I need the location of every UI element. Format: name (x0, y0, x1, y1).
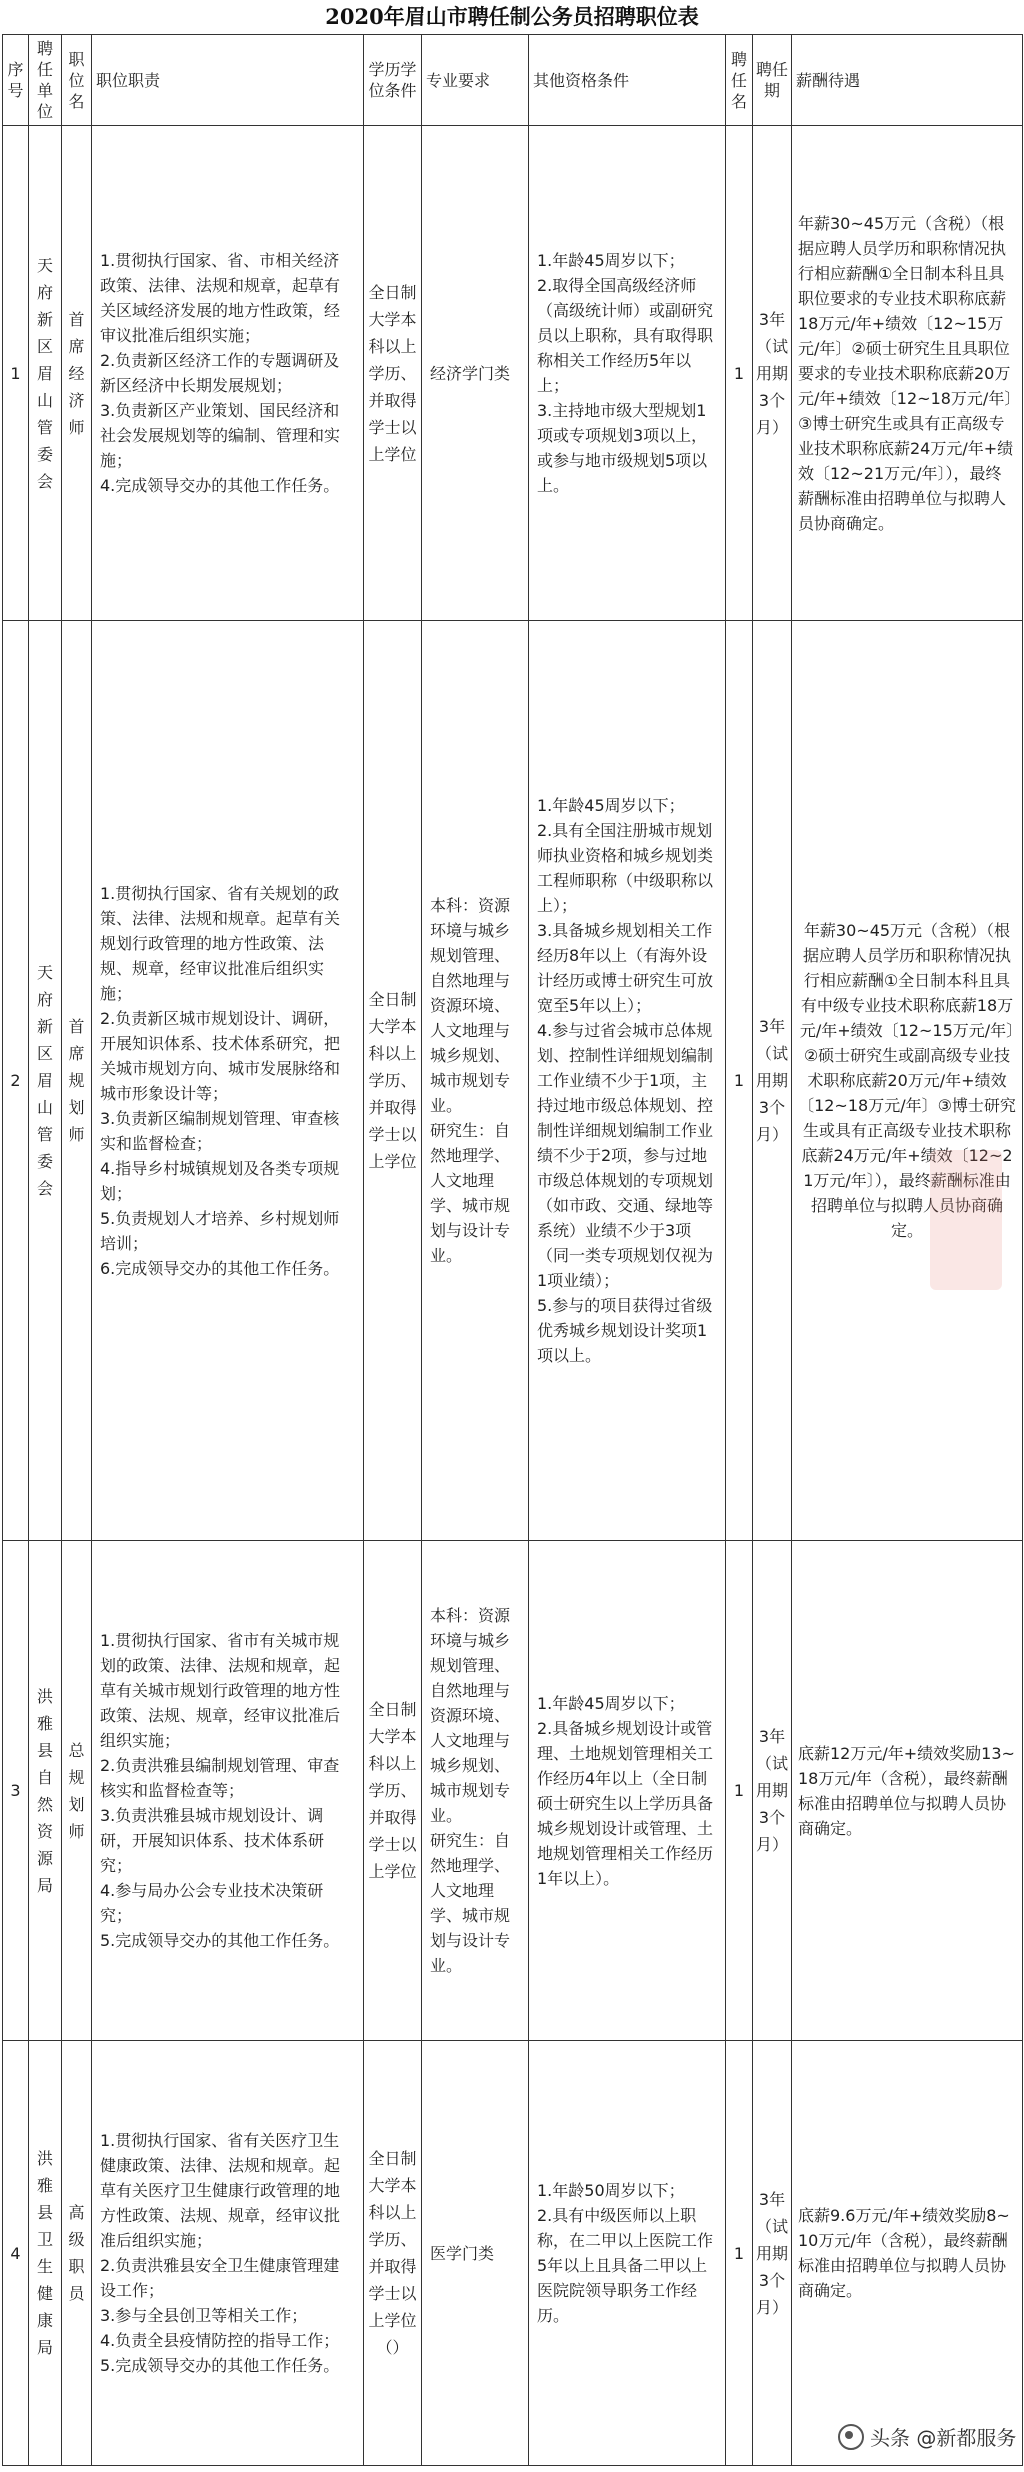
count-cell: 1 (726, 621, 753, 1541)
header-position: 职位名 (62, 35, 92, 126)
seq-cell: 2 (3, 621, 29, 1541)
term-cell: 3年（试用期3个月） (753, 2041, 792, 2466)
watermark (838, 2422, 1016, 2451)
header-employer: 聘任单位 (29, 35, 62, 126)
education-cell: 全日制大学本科以上学历、并取得学士以上学位 (364, 126, 422, 621)
duties-cell: 1.贯彻执行国家、省有关医疗卫生健康政策、法律、法规和规章。起草有关医疗卫生健康行政管理的地方性政策、法规、规章，经审议批准后组织实施； 2.负责洪雅县安全卫生健康管理建设工作； 3.参与全县创卫等相关工作； 4.负责全县疫情防控的指导工作； 5.完成领导交办的其他工作任务。 (92, 2041, 364, 2466)
term-cell: 3年（试用期3个月） (753, 126, 792, 621)
stamp-mark (930, 1150, 1002, 1290)
header-pay: 薪酬待遇 (792, 35, 1023, 126)
header-major: 专业要求 (422, 35, 529, 126)
seq-cell: 4 (3, 2041, 29, 2466)
position-cell: 首席经济师 (62, 126, 92, 621)
pay-cell: 年薪30~45万元（含税）（根据应聘人员学历和职称情况执行相应薪酬①全日制本科且具职位要求的专业技术职称底薪18万元/年+绩效〔12~15万元/年〕②硕士研究生且具职位要求的专业技术职称底薪20万元/年+绩效〔12~18万元/年〕③博士研究生或具有正高级专业技术职称底薪24万元/年+绩效〔12~21万元/年〕），最终薪酬标准由招聘单位与拟聘人员协商确定。 (792, 126, 1023, 621)
other-cell: 1.年龄50周岁以下； 2.具有中级医师以上职称，在二甲以上医院工作5年以上且具备二甲以上医院院领导职务工作经历。 (529, 2041, 726, 2466)
table-row (3, 126, 1023, 621)
pay-cell: 底薪9.6万元/年+绩效奖励8~10万元/年（含税），最终薪酬标准由招聘单位与拟聘人员协商确定。 (792, 2041, 1023, 2466)
employer-cell: 洪雅县自然资源局 (29, 1541, 62, 2041)
watermark-logo-icon (838, 2424, 864, 2450)
header-row (3, 35, 1023, 126)
duties-cell: 1.贯彻执行国家、省市有关城市规划的政策、法律、法规和规章，起草有关城市规划行政管理的地方性政策、法规、规章，经审议批准后组织实施； 2.负责洪雅县编制规划管理、审查核实和监督检查等； 3.负责洪雅县城市规划设计、调研，开展知识体系、技术体系研究； 4.参与局办公会专业技术决策研究； 5.完成领导交办的其他工作任务。 (92, 1541, 364, 2041)
page-title: 2020年眉山市聘任制公务员招聘职位表 (325, 4, 699, 29)
header-count: 聘任名 (726, 35, 753, 126)
duties-cell: 1.贯彻执行国家、省有关规划的政策、法律、法规和规章。起草有关规划行政管理的地方性政策、法规、规章，经审议批准后组织实施； 2.负责新区城市规划设计、调研，开展知识体系、技术体系研究，把关城市规划方向、城市发展脉络和城市形象设计等； 3.负责新区编制规划管理、审查核实和监督检查； 4.指导乡村城镇规划及各类专项规划； 5.负责规划人才培养、乡村规划师培训； 6.完成领导交办的其他工作任务。 (92, 621, 364, 1541)
other-cell: 1.年龄45周岁以下； 2.具有全国注册城市规划师执业资格和城乡规划类工程师职称（中级职称以上）； 3.具备城乡规划相关工作经历8年以上（有海外设计经历或博士研究生可放宽至5年以上）； 4.参与过省会城市总体规划、控制性详细规划编制工作业绩不少于1项，主持过地市级总体规划、控制性详细规划编制工作业绩不少于2项，参与过地市级总体规划的专项规划（如市政、交通、绿地等系统）业绩不少于3项（同一类专项规划仅视为1项业绩）； 5.参与的项目获得过省级优秀城乡规划设计奖项1项以上。 (529, 621, 726, 1541)
major-cell: 医学门类 (422, 2041, 529, 2466)
duties-cell: 1.贯彻执行国家、省、市相关经济政策、法律、法规和规章，起草有关区域经济发展的地方性政策，经审议批准后组织实施； 2.负责新区经济工作的专题调研及新区经济中长期发展规划； 3.负责新区产业策划、国民经济和社会发展规划等的编制、管理和实施； 4.完成领导交办的其他工作任务。 (92, 126, 364, 621)
table-body (3, 126, 1023, 2466)
header-other: 其他资格条件 (529, 35, 726, 126)
pay-cell: 底薪12万元/年+绩效奖励13~18万元/年（含税），最终薪酬标准由招聘单位与拟聘人员协商确定。 (792, 1541, 1023, 2041)
seq-cell: 3 (3, 1541, 29, 2041)
header-term: 聘任期 (753, 35, 792, 126)
position-cell: 首席规划师 (62, 621, 92, 1541)
employer-cell: 洪雅县卫生健康局 (29, 2041, 62, 2466)
count-cell: 1 (726, 1541, 753, 2041)
job-table (2, 34, 1023, 2466)
header-education: 学历学位条件 (364, 35, 422, 126)
other-cell: 1.年龄45周岁以下； 2.具备城乡规划设计或管理、土地规划管理相关工作经历4年以上（全日制硕士研究生以上学历具备城乡规划设计或管理、土地规划管理相关工作经历1年以上）。 (529, 1541, 726, 2041)
seq-cell: 1 (3, 126, 29, 621)
pay-cell: 年薪30~45万元（含税）（根据应聘人员学历和职称情况执行相应薪酬①全日制本科且具有中级专业技术职称底薪18万元/年+绩效〔12~15万元/年〕②硕士研究生或副高级专业技术职称底薪20万元/年+绩效〔12~18万元/年〕③博士研究生或具有正高级专业技术职称底薪24万元/年+绩效〔12~21万元/年〕），最终薪酬标准由招聘单位与拟聘人员协商确定。 (792, 621, 1023, 1541)
education-cell: 全日制大学本科以上学历、并取得学士以上学位 (364, 621, 422, 1541)
major-cell: 经济学门类 (422, 126, 529, 621)
term-cell: 3年（试用期3个月） (753, 621, 792, 1541)
table-row (3, 621, 1023, 1541)
employer-cell: 天府新区眉山管委会 (29, 126, 62, 621)
count-cell: 1 (726, 2041, 753, 2466)
education-cell: 全日制大学本科以上学历、并取得学士以上学位（） (364, 2041, 422, 2466)
position-cell: 高级职员 (62, 2041, 92, 2466)
count-cell: 1 (726, 126, 753, 621)
education-cell: 全日制大学本科以上学历、并取得学士以上学位 (364, 1541, 422, 2041)
header-duties: 职位职责 (92, 35, 364, 126)
term-cell: 3年（试用期3个月） (753, 1541, 792, 2041)
employer-cell: 天府新区眉山管委会 (29, 621, 62, 1541)
major-cell: 本科：资源环境与城乡规划管理、自然地理与资源环境、人文地理与城乡规划、城市规划专业。 研究生：自然地理学、人文地理学、城市规划与设计专业。 (422, 621, 529, 1541)
position-cell: 总规划师 (62, 1541, 92, 2041)
major-cell: 本科：资源环境与城乡规划管理、自然地理与资源环境、人文地理与城乡规划、城市规划专业。 研究生：自然地理学、人文地理学、城市规划与设计专业。 (422, 1541, 529, 2041)
table-row (3, 2041, 1023, 2466)
watermark-text: 头条 @新都服务 (870, 2426, 1017, 2450)
header-seq: 序号 (3, 35, 29, 126)
other-cell: 1.年龄45周岁以下； 2.取得全国高级经济师（高级统计师）或副研究员以上职称，具有取得职称相关工作经历5年以上； 3.主持地市级大型规划1项或专项规划3项以上，或参与地市级规划5项以上。 (529, 126, 726, 621)
table-row (3, 1541, 1023, 2041)
